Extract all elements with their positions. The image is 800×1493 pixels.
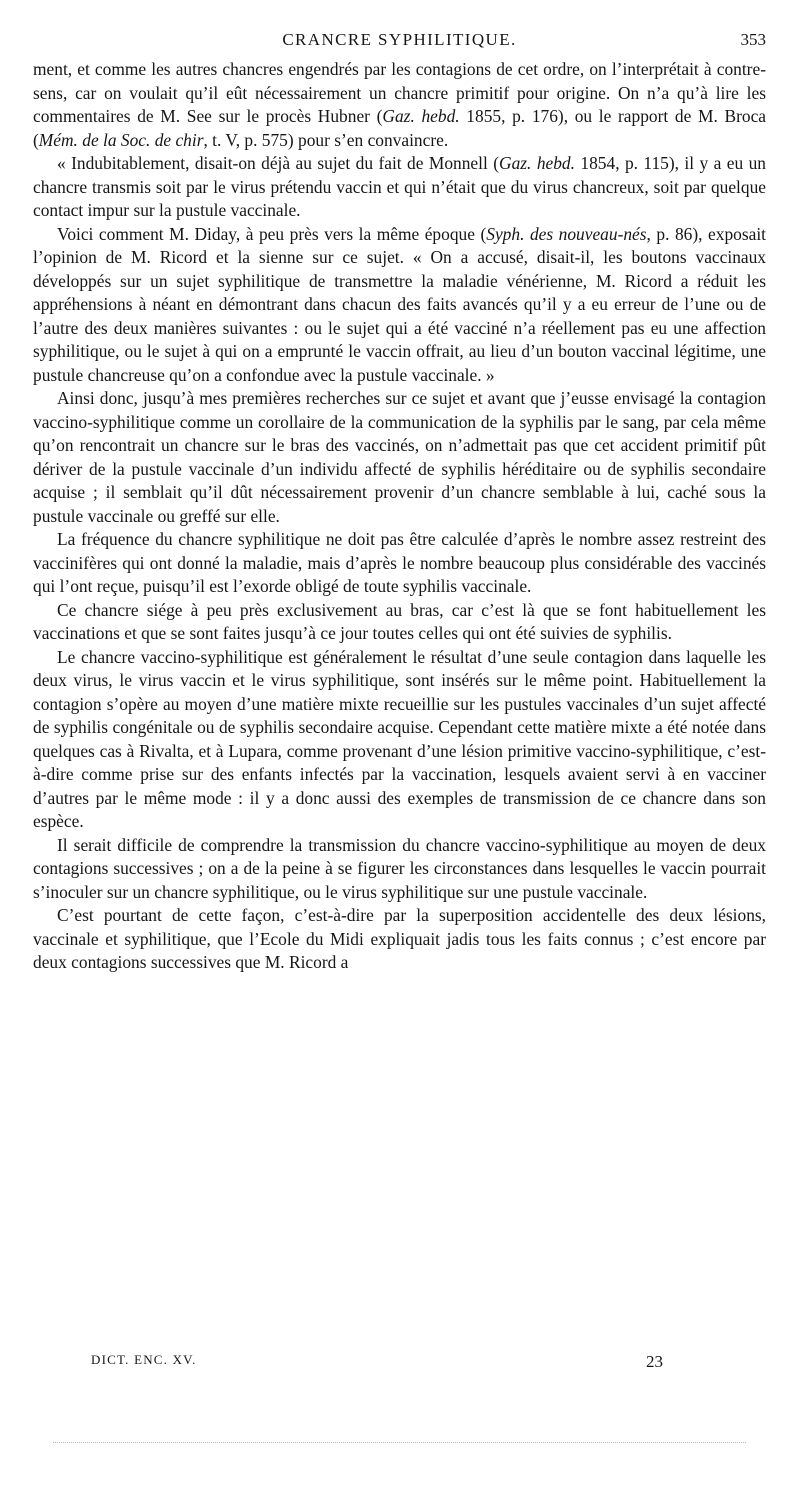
text-run: « Indubitablement, disait-on déjà au sujet du fait de Monnell ( [57,153,500,173]
page-number: 353 [740,30,766,49]
citation-title: Mém. de la Soc. de chir [38,129,204,150]
text-run: Il serait difficile de comprendre la transmission du chancre vaccino-syphilitique au moyen de deux contagions successives ; on a de la peine à se figurer les circonstances dans lesquelles le vaccin pourrait s’inoculer sur un chancre syphilitique, ou le virus syphilitique sur une pustule vaccinale. [33,834,766,902]
book-page [33,30,766,1480]
paragraph [33,152,766,223]
text-run: Le chancre vaccino-syphilitique est généralement le résultat d’une seule contagion dans laquelle les deux virus, le virus vaccin et le virus syphilitique, sont insérés sur le même point. Habituellement la contagion s’opère au moyen d’une matière mixte recueillie sur les pustules vaccinales d’un sujet affecté de syphilis congénitale ou de syphilis secondaire acquise. Cependant cette matière mixte a été notée dans quelques cas à Rivalta, et à Lupara, comme provenant d’une lésion primitive vaccino-syphilitique, c’est-à-dire comme prise sur des enfants infectés par la vaccination, lesquels avaient servi à en vacciner d’autres par le même mode : il y a donc aussi des exemples de transmission de ce chancre dans son espèce. [33,646,766,831]
running-header [33,30,766,58]
body-text [33,58,766,975]
paragraph [33,528,766,599]
paragraph [33,223,766,388]
text-run: C’est pourtant de cette façon, c’est-à-dire par la superposition accidentelle des deux lésions, vaccinale et syphilitique, que l’Ecole du Midi expliquait jadis tous les faits connus ; c’est encore par deux contagions successives que M. Ricord a [33,905,766,972]
text-run: 1855, p. 176), ou le rapport de M. Broca ( [33,106,767,150]
citation-title: Gaz. hebd. [499,153,575,173]
sheet-number: 23 [646,1352,663,1371]
citation-title: Gaz. hebd. [382,106,460,126]
signature-mark: DICT. ENC. XV. [91,1352,197,1367]
paragraph [33,387,766,528]
bottom-rule [53,1442,746,1443]
paragraph [33,646,766,834]
paragraph [33,599,766,646]
paragraph [33,834,766,905]
text-run: La fréquence du chancre syphilitique ne doit pas être calculée d’après le nombre assez restreint des vaccinifères qui ont donné la maladie, mais d’après le nombre beaucoup plus considérable des vaccinés qui l’ont reçue, puisqu’il est l’exorde obligé de toute syphilis vaccinale. [33,529,766,596]
citation-title: Syph. des nouveau-nés [486,223,647,244]
text-run: , p. 86), exposait l’opinion de M. Ricord et la sienne sur ce sujet. « On a accusé, disait-il, les boutons vaccinaux développés sur un sujet syphilitique de transmettre la maladie vénérienne, M. Ricord a réduit les appréhensions à néant en démontrant dans chacun des faits avancés qu’il y a eu erreur de l’une ou de l’autre des deux manières suivantes : ou le sujet qui a été vacciné n’a réellement pas eu une affection syphilitique, ou le sujet à qui on a emprunté le vaccin offrait, au lieu d’un bouton vaccinal légitime, une pustule chancreuse qu’on a confondue avec la pustule vaccinale. » [33,223,767,385]
text-run: Ainsi donc, jusqu’à mes premières recherches sur ce sujet et avant que j’eusse envisagé la contagion vaccino-syphilitique comme un corollaire de la communication de la syphilis par le sang, par cela même qu’on rencontrait un chancre sur le bras des vaccinés, on n’admettait pas que cet accident primitif pût dériver de la pustule vaccinale d’un individu affecté de syphilis héréditaire ou de syphilis secondaire acquise ; il semblait qu’il dût nécessairement provenir d’un chancre semblable à lui, caché sous la pustule vaccinale ou greffé sur elle. [33,388,766,526]
paragraph [33,58,766,152]
text-run: 1854, p. 115), il y a eu un chancre transmis soit par le virus prétendu vaccin et qui n’était que du virus chancreux, soit par quelque contact impur sur la pustule vaccinale. [33,153,766,220]
text-run: ment, et comme les autres chancres engendrés par les contagions de cet ordre, on l’interprétait à contre-sens, car on voulait qu’il eût nécessairement un chancre primitif pour origine. On n’a qu’à lire les commentaires de M. See sur le procès Hubner ( [33,59,766,126]
paragraph [33,904,766,975]
page-footer [33,1352,766,1376]
text-run: Voici comment M. Diday, à peu près vers la même époque ( [57,223,487,244]
text-run: Ce chancre siége à peu près exclusivement au bras, car c’est là que se font habituellement les vaccinations et que se sont faites jusqu’à ce jour toutes celles qui ont été suivies de syphilis. [33,599,766,643]
text-run: , t. V, p. 575) pour s’en convaincre. [203,129,449,150]
running-title: CRANCRE SYPHILITIQUE. [282,30,517,49]
